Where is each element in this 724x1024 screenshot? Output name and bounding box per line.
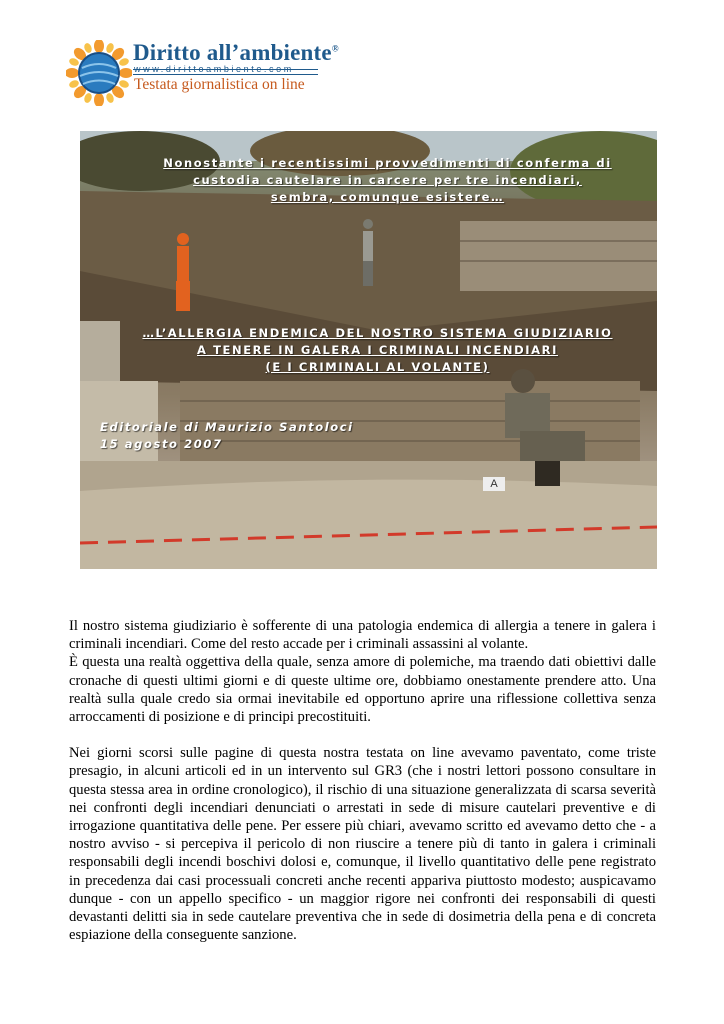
byline bbox=[100, 419, 354, 453]
byline-date: 15 agosto 2007 bbox=[100, 437, 223, 451]
sun-globe-icon bbox=[66, 40, 132, 106]
headline-bottom: …L’ALLERGIA ENDEMICA DEL NOSTRO SISTEMA GIUDIZIARIO A TENERE IN GALERA I CRIMINALI INCENDIARI (E I CRIMINALI AL VOLANTE) bbox=[142, 326, 613, 374]
hero-photo bbox=[80, 131, 657, 569]
logo-subtitle: Testata giornalistica on line bbox=[134, 76, 305, 93]
byline-author: Editoriale di Maurizio Santoloci bbox=[100, 420, 354, 434]
evidence-marker: A bbox=[483, 477, 505, 491]
logo-url: www.dirittoambiente.com bbox=[134, 64, 294, 74]
logo-title: Diritto all’ambiente® bbox=[133, 40, 339, 65]
article-paragraph: Nei giorni scorsi sulle pagine di questa nostra testata on line avevamo paventato, come triste presagio, in alcuni articoli ed in un intervento sul GR3 (che i nostri lettori possono consultare in questa stessa area in ordine cronologico), il rischio di una situazione generalizzata di scarsa severità nei confronti degli incendiari denunciati o arrestati in sede di misure cautelari preventive e di irrogazione quantitativa delle pene. Per essere più chiari, avevamo scritto ed avevamo detto che - a nostro avviso - si percepiva il pericolo di non riuscire a tenere più di tanto in galera i criminali responsabili degli incendi boschivi dolosi e, comunque, il livello quantitativo delle pene registrato in precedenza dai casi processuali concreti anche recenti appariva piuttosto modesto; auspicavamo dunque - con un appello specifico - un maggior rigore nei confronti dei responsabili di questi devastanti delitti sia in sede cautelare preventiva che in sede di dosimetria della pena e di concreta espiazione della conseguente sanzione. bbox=[69, 745, 656, 944]
article-paragraph: È questa una realtà oggettiva della quale, senza amore di polemiche, ma traendo dati obiettivi dalle cronache di questi ultimi giorni e di queste ultime ore, dobbiamo onestamente prendere atto. Una realtà sulla quale credo sia ormai inevitabile ed opportuno aprire una riflessione collettiva senza arroccamenti di posizione e di principi precostituiti. bbox=[69, 654, 656, 726]
article-body bbox=[69, 617, 656, 944]
article-paragraph: Il nostro sistema giudiziario è sofferente di una patologia endemica di allergia a tenere in galera i criminali incendiari. Come del resto accade per i criminali assassini al volante. bbox=[69, 618, 656, 653]
headline-top: Nonostante i recentissimi provvedimenti di conferma di custodia cautelare in carcere per tre incendiari, sembra, comunque esistere… bbox=[163, 156, 612, 204]
publication-logo bbox=[66, 40, 339, 112]
logo-rule bbox=[133, 74, 318, 75]
